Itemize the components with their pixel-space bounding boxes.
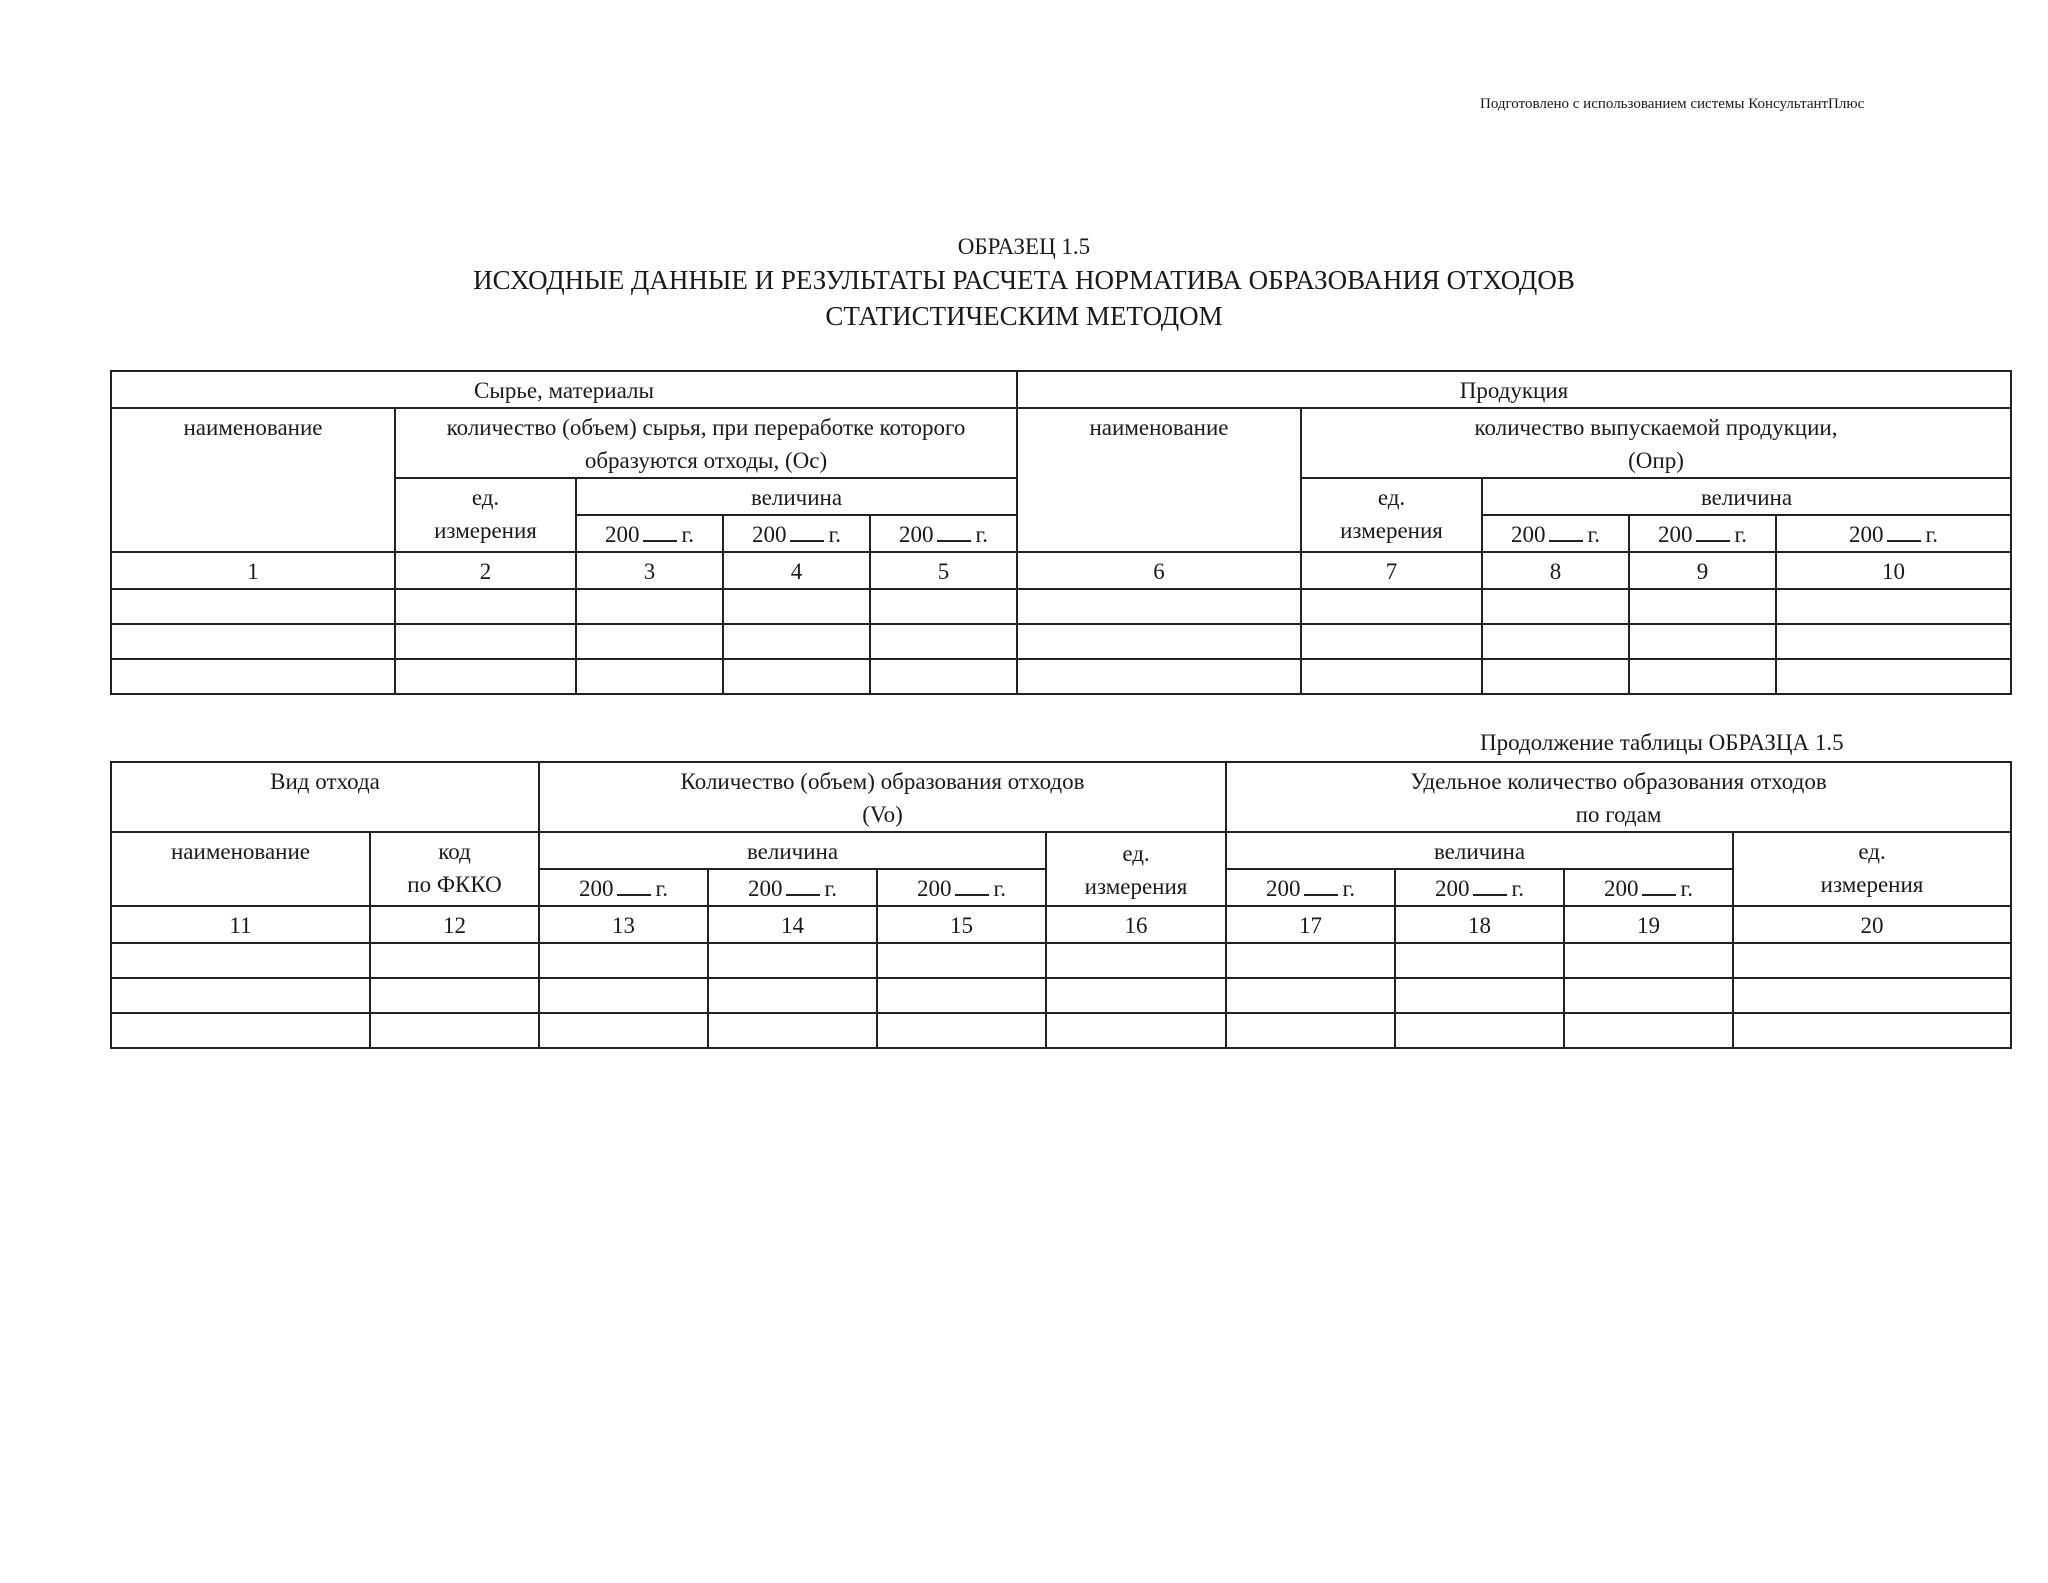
table-cell[interactable] [723, 624, 870, 659]
year-cell: 200 г. [1564, 869, 1733, 906]
column-number: 8 [1482, 552, 1629, 589]
table-cell[interactable] [1482, 589, 1629, 624]
column-number: 12 [370, 906, 539, 943]
table-cell[interactable] [1776, 624, 2011, 659]
year-cell: 200 г. [1395, 869, 1564, 906]
table-cell[interactable] [1733, 978, 2011, 1013]
table-cell[interactable] [539, 1013, 708, 1048]
column-number: 6 [1017, 552, 1301, 589]
table-cell[interactable] [539, 978, 708, 1013]
table-cell[interactable] [708, 1013, 877, 1048]
header-product-unit [1301, 478, 1482, 552]
column-number: 16 [1046, 906, 1226, 943]
unit-line1: ед. [1377, 485, 1406, 510]
year-cell: 200 г. [870, 515, 1017, 552]
header-product-quantity [1301, 408, 2011, 478]
unit-line2: измерения [1340, 518, 1443, 543]
table-cell[interactable] [576, 659, 723, 694]
year-cell: 200 г. [1482, 515, 1629, 552]
table2-container [110, 761, 1924, 1089]
table-cell[interactable] [1046, 943, 1226, 978]
table-cell[interactable] [111, 978, 370, 1013]
table-cell[interactable] [576, 624, 723, 659]
column-number: 9 [1629, 552, 1776, 589]
header-waste-quantity-line1: Количество (объем) образования отходов [680, 769, 1085, 794]
table-cell[interactable] [870, 624, 1017, 659]
table-cell[interactable] [395, 624, 576, 659]
table-cell[interactable] [1733, 1013, 2011, 1048]
header-specific-value: величина [1226, 832, 1733, 869]
table-cell[interactable] [1226, 978, 1395, 1013]
header-waste-quantity-line2: (Vo) [862, 802, 903, 827]
table-cell[interactable] [870, 589, 1017, 624]
table-cell[interactable] [1395, 943, 1564, 978]
column-number: 10 [1776, 552, 2011, 589]
column-number: 4 [723, 552, 870, 589]
column-number: 19 [1564, 906, 1733, 943]
unit-line2: измерения [434, 518, 537, 543]
header-raw-quantity-line2: образуются отходы, (Ос) [584, 448, 828, 473]
header-note: Подготовлено с использованием системы КонсультантПлюс [1480, 96, 1865, 112]
table-cell[interactable] [370, 943, 539, 978]
table1-container [110, 370, 1939, 698]
table-cell[interactable] [1017, 589, 1301, 624]
column-number: 20 [1733, 906, 2011, 943]
table-cell[interactable] [877, 943, 1046, 978]
table-cell[interactable] [1733, 943, 2011, 978]
table-cell[interactable] [1301, 624, 1482, 659]
table-cell[interactable] [111, 1013, 370, 1048]
unit-line2: измерения [1084, 874, 1188, 899]
header-waste-unit [1046, 832, 1226, 906]
column-number: 1 [111, 552, 395, 589]
column-number: 3 [576, 552, 723, 589]
table-cell[interactable] [539, 943, 708, 978]
table-cell[interactable] [1629, 624, 1776, 659]
title-block [0, 232, 2048, 334]
table-cell[interactable] [370, 1013, 539, 1048]
header-raw-quantity [395, 408, 1017, 478]
table-cell[interactable] [1395, 1013, 1564, 1048]
header-specific-quantity-line1: Удельное количество образования отходов [1410, 769, 1827, 794]
year-cell: 200 г. [576, 515, 723, 552]
table-cell[interactable] [877, 1013, 1046, 1048]
table-cell[interactable] [1046, 1013, 1226, 1048]
header-waste-type: Вид отхода [111, 762, 539, 832]
year-cell: 200 г. [1226, 869, 1395, 906]
table-cell[interactable] [1776, 589, 2011, 624]
column-number: 11 [111, 906, 370, 943]
table-row [111, 1013, 2011, 1048]
table-cell[interactable] [1564, 978, 1733, 1013]
table-cell[interactable] [111, 624, 395, 659]
table-cell[interactable] [1301, 589, 1482, 624]
table-cell[interactable] [395, 659, 576, 694]
column-number: 17 [1226, 906, 1395, 943]
table-cell[interactable] [1017, 659, 1301, 694]
column-number: 18 [1395, 906, 1564, 943]
table-row [111, 624, 2011, 659]
table-cell[interactable] [111, 589, 395, 624]
table-cell[interactable] [370, 978, 539, 1013]
header-product-value: величина [1482, 478, 2011, 515]
table-row [111, 978, 2011, 1013]
table-cell[interactable] [111, 943, 370, 978]
code-line1: код [438, 839, 471, 864]
header-raw-value: величина [576, 478, 1017, 515]
table-cell[interactable] [708, 978, 877, 1013]
unit-line1: ед. [471, 485, 500, 510]
header-raw-unit [395, 478, 576, 552]
table-cell[interactable] [1226, 1013, 1395, 1048]
table-cell[interactable] [1395, 978, 1564, 1013]
column-number: 14 [708, 906, 877, 943]
table-cell[interactable] [395, 589, 576, 624]
header-specific-quantity [1226, 762, 2011, 832]
unit-line1: ед. [1122, 841, 1150, 866]
header-waste-name: наименование [111, 832, 370, 906]
table-cell[interactable] [1226, 943, 1395, 978]
code-line2: по ФККО [407, 872, 502, 897]
table-row [111, 943, 2011, 978]
table-cell[interactable] [723, 589, 870, 624]
year-cell: 200 г. [877, 869, 1046, 906]
table-row [111, 589, 2011, 624]
table-cell[interactable] [111, 659, 395, 694]
table-cell[interactable] [1301, 659, 1482, 694]
table-cell[interactable] [1564, 943, 1733, 978]
table-cell[interactable] [1046, 978, 1226, 1013]
table-cell[interactable] [1776, 659, 2011, 694]
table-cell[interactable] [877, 978, 1046, 1013]
year-cell: 200 г. [1776, 515, 2011, 552]
column-number: 13 [539, 906, 708, 943]
header-raw-materials: Сырье, материалы [111, 371, 1017, 408]
table-cell[interactable] [576, 589, 723, 624]
column-number: 2 [395, 552, 576, 589]
table-cell[interactable] [708, 943, 877, 978]
table-cell[interactable] [1564, 1013, 1733, 1048]
year-cell: 200 г. [708, 869, 877, 906]
table-cell[interactable] [1629, 659, 1776, 694]
title-line-1: ИСХОДНЫЕ ДАННЫЕ И РЕЗУЛЬТАТЫ РАСЧЕТА НОРМАТИВА ОБРАЗОВАНИЯ ОТХОДОВ [473, 265, 1575, 295]
table-cell[interactable] [1017, 624, 1301, 659]
year-cell: 200 г. [539, 869, 708, 906]
header-waste-quantity [539, 762, 1226, 832]
column-number: 5 [870, 552, 1017, 589]
table-cell[interactable] [1482, 659, 1629, 694]
table-cell[interactable] [1482, 624, 1629, 659]
continued-label: Продолжение таблицы ОБРАЗЦА 1.5 [1480, 730, 1844, 755]
table-cell[interactable] [1629, 589, 1776, 624]
header-raw-quantity-line1: количество (объем) сырья, при переработке которого [446, 415, 966, 440]
year-cell: 200 г. [723, 515, 870, 552]
table-cell[interactable] [870, 659, 1017, 694]
header-specific-unit [1733, 832, 2011, 906]
raw-materials-products-table [110, 370, 2012, 695]
column-number: 7 [1301, 552, 1482, 589]
header-fkko-code [370, 832, 539, 906]
year-cell: 200 г. [1629, 515, 1776, 552]
header-raw-name: наименование [111, 408, 395, 552]
waste-table [110, 761, 2012, 1049]
table-cell[interactable] [723, 659, 870, 694]
title-line-2: СТАТИСТИЧЕСКИМ МЕТОДОМ [825, 301, 1223, 331]
column-number: 15 [877, 906, 1046, 943]
sample-number: ОБРАЗЕЦ 1.5 [957, 234, 1091, 259]
header-products: Продукция [1017, 371, 2011, 408]
header-product-quantity-line1: количество выпускаемой продукции, [1474, 415, 1838, 440]
header-waste-value: величина [539, 832, 1046, 869]
header-specific-quantity-line2: по годам [1575, 802, 1662, 827]
header-product-quantity-line2: (Опр) [1628, 448, 1684, 473]
header-product-name: наименование [1017, 408, 1301, 552]
table-row [111, 659, 2011, 694]
unit-line2: измерения [1820, 872, 1924, 897]
unit-line1: ед. [1858, 839, 1886, 864]
